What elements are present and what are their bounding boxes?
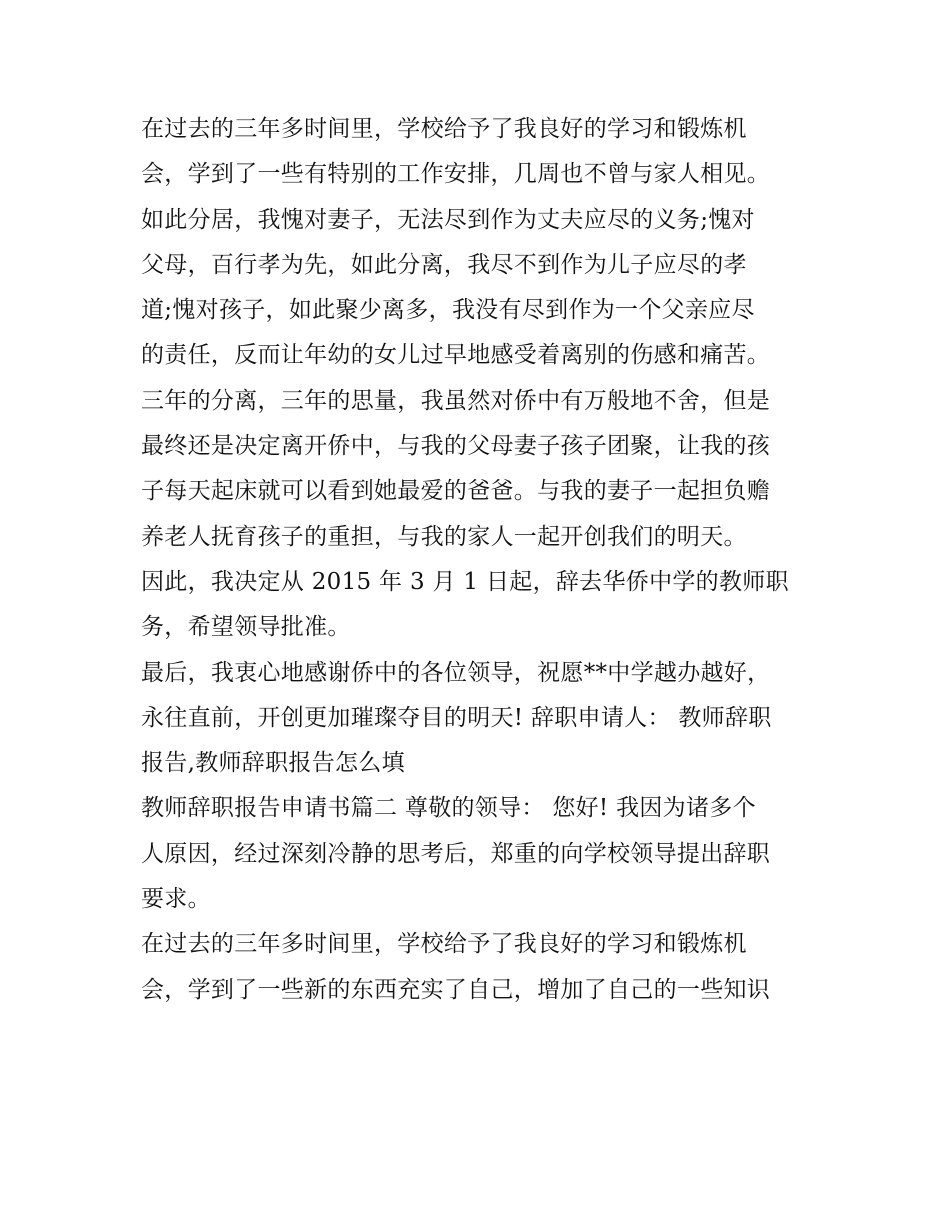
paragraph-second-letter-body [141,922,821,1013]
text-line: 因此，我决定从 2015 年 3 月 1 日起，辞去华侨中学的教师职 [141,568,789,595]
document-body [141,107,821,1013]
text-line: 三年的分离，三年的思量，我虽然对侨中有万般地不舍，但是 [141,387,771,414]
text-line: 教师辞职报告申请书篇二 尊敬的领导： 您好! 我因为诸多个 [141,795,756,822]
text-line: 务，希望领导批准。 [141,614,351,641]
paragraph-resignation-date [141,560,821,651]
text-line: 会，学到了一些有特别的工作安排，几周也不曾与家人相见。 [141,161,771,188]
text-line: 道;愧对孩子，如此聚少离多，我没有尽到作为一个父亲应尽 [141,297,755,324]
text-line: 在过去的三年多时间里，学校给予了我良好的学习和锻炼机 [141,931,747,958]
text-line: 在过去的三年多时间里，学校给予了我良好的学习和锻炼机 [141,116,747,142]
text-line: 最后，我衷心地感谢侨中的各位领导，祝愿**中学越办越好， [141,659,771,686]
text-line: 父母，百行孝为先，如此分离，我尽不到作为儿子应尽的孝 [141,251,747,278]
text-line: 人原因，经过深刻冷静的思考后，郑重的向学校领导提出辞职 [141,840,771,867]
paragraph-decision-reasons [141,379,821,560]
text-line: 最终还是决定离开侨中，与我的父母妻子孩子团聚，让我的孩 [141,433,771,460]
text-line: 如此分居，我愧对妻子，无法尽到作为丈夫应尽的义务;愧对 [141,206,755,233]
text-line: 的责任，反而让年幼的女儿过早地感受着离别的伤感和痛苦。 [141,342,771,369]
paragraph-closing-thanks [141,651,821,787]
text-line: 要求。 [141,886,211,913]
text-line: 报告,教师辞职报告怎么填 [141,750,405,777]
text-line: 永往直前，开创更加璀璨夺目的明天! 辞职申请人： 教师辞职 [141,704,772,731]
text-line: 子每天起床就可以看到她最爱的爸爸。与我的妻子一起担负赡 [141,478,771,505]
text-line: 养老人抚育孩子的重担，与我的家人一起开创我们的明天。 [141,523,747,550]
paragraph-second-letter-intro [141,786,821,922]
paragraph-family-separation [141,107,821,379]
text-line: 会，学到了一些新的东西充实了自己，增加了自己的一些知识 [141,976,771,1003]
